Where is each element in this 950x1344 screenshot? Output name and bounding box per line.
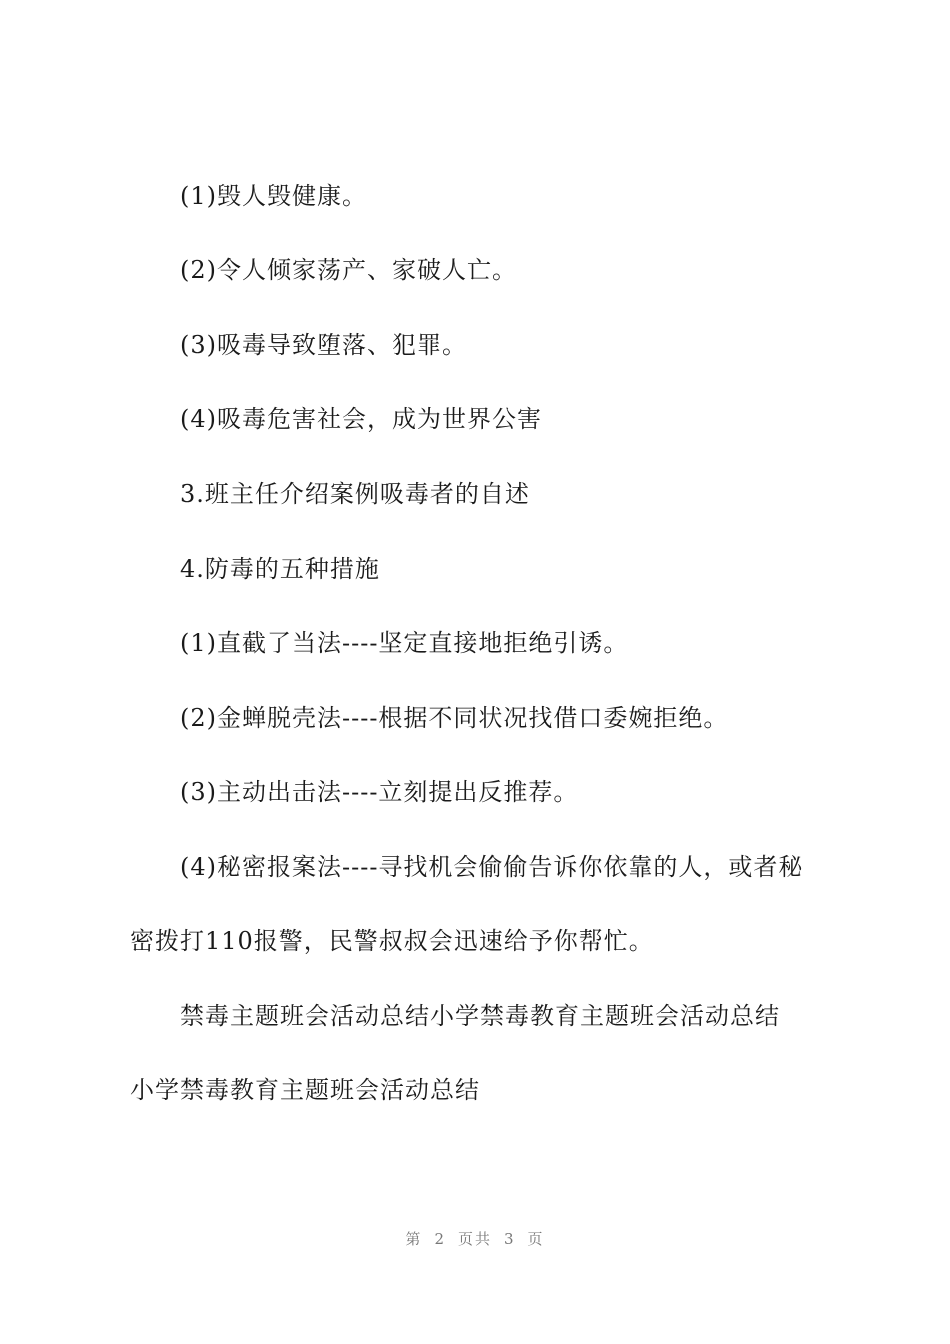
paragraph-harm-3: (3)吸毒导致堕落、犯罪。	[180, 331, 467, 359]
paragraph-measure-2: (2)金蝉脱壳法----根据不同状况找借口委婉拒绝。	[180, 704, 729, 732]
footer-prefix: 第	[405, 1230, 423, 1248]
paragraph-harm-1: (1)毁人毁健康。	[180, 182, 367, 210]
page-footer	[0, 1228, 950, 1249]
footer-current-page: 2	[434, 1230, 446, 1248]
paragraph-measure-4-continued: 密拨打110报警，民警叔叔会迅速给予你帮忙。	[130, 927, 654, 955]
footer-middle: 页共	[457, 1230, 492, 1248]
paragraph-measure-3: (3)主动出击法----立刻提出反推荐。	[180, 778, 579, 806]
paragraph-item-3: 3.班主任介绍案例吸毒者的自述	[180, 480, 530, 508]
paragraph-measure-4: (4)秘密报案法----寻找机会偷偷告诉你依靠的人，或者秘	[180, 853, 804, 881]
paragraph-measure-1: (1)直截了当法----坚定直接地拒绝引诱。	[180, 629, 629, 657]
paragraph-item-4: 4.防毒的五种措施	[180, 555, 380, 583]
paragraph-subtitle-line: 小学禁毒教育主题班会活动总结	[130, 1076, 480, 1104]
footer-suffix: 页	[527, 1230, 545, 1248]
paragraph-harm-4: (4)吸毒危害社会，成为世界公害	[180, 405, 542, 433]
footer-total-pages: 3	[504, 1230, 516, 1248]
paragraph-harm-2: (2)令人倾家荡产、家破人亡。	[180, 256, 517, 284]
paragraph-title-line: 禁毒主题班会活动总结小学禁毒教育主题班会活动总结	[180, 1002, 780, 1030]
